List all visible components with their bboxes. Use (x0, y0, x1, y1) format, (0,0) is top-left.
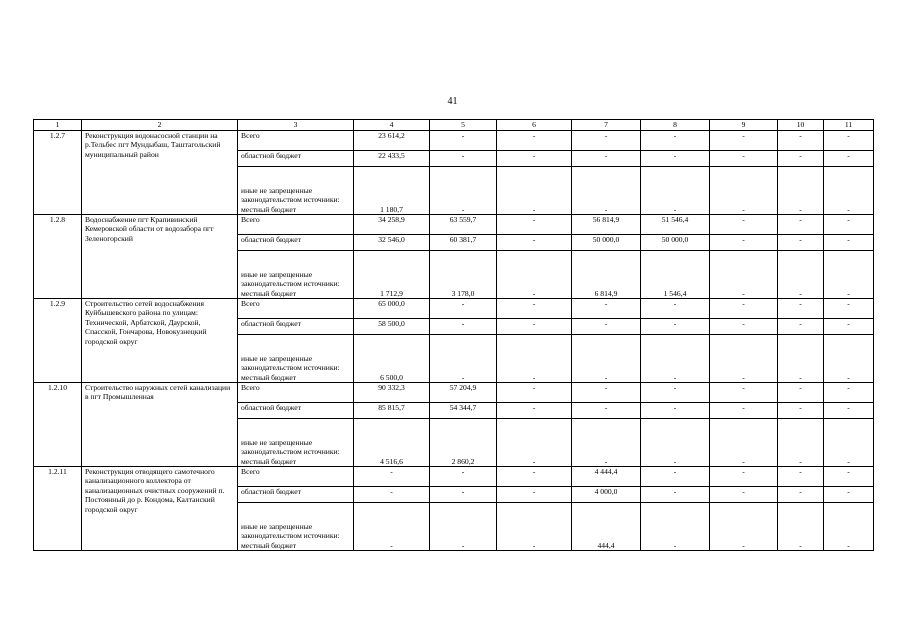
column-header: 3 (238, 120, 354, 131)
value-cell: - (641, 503, 710, 551)
table-row (34, 467, 874, 487)
value-cell: - (430, 151, 497, 167)
funding-source-cell (238, 251, 354, 299)
value-cell: - (641, 335, 710, 383)
value-cell: - (497, 167, 572, 215)
value-cell: - (824, 299, 874, 319)
funding-source-label: Всего (241, 131, 260, 140)
funding-source-label: Всего (241, 299, 260, 308)
value-cell: - (430, 503, 497, 551)
table-row (34, 131, 874, 151)
value-cell: - (824, 503, 874, 551)
value-cell: - (497, 151, 572, 167)
value-cell: - (572, 383, 641, 403)
value-cell: - (778, 131, 824, 151)
funding-source-cell (238, 467, 354, 487)
column-header: 4 (354, 120, 430, 131)
funding-source-cell (238, 383, 354, 403)
value-cell: - (497, 419, 572, 467)
value-cell: - (824, 251, 874, 299)
value-cell: - (497, 319, 572, 335)
value-cell: 22 433,5 (354, 151, 430, 167)
value-cell: - (710, 251, 778, 299)
funding-source-label: местный бюджет (241, 204, 297, 214)
value-cell: - (824, 131, 874, 151)
value-cell: - (710, 335, 778, 383)
value-cell: 6 500,0 (354, 335, 430, 383)
funding-source-label: Всего (241, 467, 260, 476)
value-cell: - (641, 487, 710, 503)
table-body (34, 120, 874, 551)
funding-source-cell (238, 403, 354, 419)
value-cell: 60 381,7 (430, 235, 497, 251)
value-cell: - (572, 335, 641, 383)
value-cell: 57 204,9 (430, 383, 497, 403)
column-header: 9 (710, 120, 778, 131)
funding-source-label: областной бюджет (241, 403, 301, 412)
value-cell: - (572, 167, 641, 215)
value-cell: 90 332,3 (354, 383, 430, 403)
value-cell: - (641, 319, 710, 335)
value-cell: - (710, 167, 778, 215)
value-cell: - (824, 383, 874, 403)
measure-code: 1.2.9 (34, 299, 82, 383)
value-cell: 63 559,7 (430, 215, 497, 235)
value-cell: - (824, 335, 874, 383)
value-cell: 23 614,2 (354, 131, 430, 151)
value-cell: - (824, 467, 874, 487)
value-cell: - (778, 167, 824, 215)
value-cell: - (497, 335, 572, 383)
measure-code: 1.2.8 (34, 215, 82, 299)
value-cell: - (778, 299, 824, 319)
value-cell: - (497, 403, 572, 419)
value-cell: 4 444,4 (572, 467, 641, 487)
value-cell: 50 000,0 (572, 235, 641, 251)
value-cell: 65 000,0 (354, 299, 430, 319)
value-cell: - (824, 487, 874, 503)
funding-source-label: иные не запрещенные законодательством источники: (241, 185, 340, 205)
value-cell: 2 860,2 (430, 419, 497, 467)
value-cell: - (778, 487, 824, 503)
value-cell: - (572, 151, 641, 167)
value-cell: - (354, 503, 430, 551)
column-header: 2 (82, 120, 238, 131)
value-cell: - (824, 151, 874, 167)
funding-source-label: местный бюджет (241, 372, 297, 382)
value-cell: - (354, 487, 430, 503)
value-cell: 444,4 (572, 503, 641, 551)
value-cell: - (497, 487, 572, 503)
value-cell: - (354, 467, 430, 487)
value-cell: - (824, 403, 874, 419)
funding-source-label: областной бюджет (241, 319, 301, 328)
value-cell: - (572, 319, 641, 335)
value-cell: 3 178,0 (430, 251, 497, 299)
table-row (34, 215, 874, 235)
value-cell: - (497, 251, 572, 299)
value-cell: - (497, 467, 572, 487)
value-cell: - (430, 167, 497, 215)
funding-source-cell (238, 335, 354, 383)
value-cell: - (430, 335, 497, 383)
measure-code: 1.2.7 (34, 131, 82, 215)
value-cell: - (710, 419, 778, 467)
measure-name: Строительство сетей водоснабжения Куйбышевского района по улицам: Технической, Арбатской, Даурской, Спасской, Гончарова, Новокузнецкий городской округ (82, 299, 238, 383)
funding-source-cell (238, 131, 354, 151)
value-cell: - (824, 319, 874, 335)
table-row (34, 299, 874, 319)
value-cell: - (430, 467, 497, 487)
value-cell: 4 000,0 (572, 487, 641, 503)
value-cell: 6 814,9 (572, 251, 641, 299)
column-header: 1 (34, 120, 82, 131)
value-cell: - (778, 215, 824, 235)
value-cell: - (710, 319, 778, 335)
value-cell: - (641, 419, 710, 467)
value-cell: - (824, 419, 874, 467)
value-cell: 50 000,0 (641, 235, 710, 251)
funding-source-label: иные не запрещенные законодательством источники: (241, 521, 340, 541)
value-cell: - (641, 467, 710, 487)
value-cell: - (778, 335, 824, 383)
funding-source-label: иные не запрещенные законодательством источники: (241, 269, 340, 289)
value-cell: - (572, 299, 641, 319)
column-header: 7 (572, 120, 641, 131)
funding-source-label: местный бюджет (241, 456, 297, 466)
table-row (34, 383, 874, 403)
value-cell: - (710, 467, 778, 487)
value-cell: 4 516,6 (354, 419, 430, 467)
value-cell: - (641, 383, 710, 403)
measure-name: Строительство наружных сетей канализации в пгт Промышленная (82, 383, 238, 467)
funding-source-label: иные не запрещенные законодательством источники: (241, 353, 340, 373)
value-cell: 51 546,4 (641, 215, 710, 235)
funding-source-cell (238, 503, 354, 551)
value-cell: - (641, 403, 710, 419)
funding-source-cell (238, 215, 354, 235)
value-cell: - (572, 131, 641, 151)
funding-source-label: областной бюджет (241, 487, 301, 496)
value-cell: - (824, 235, 874, 251)
funding-source-label: местный бюджет (241, 540, 297, 550)
value-cell: - (430, 487, 497, 503)
value-cell: 1 546,4 (641, 251, 710, 299)
funding-source-label: областной бюджет (241, 235, 301, 244)
funding-source-label: местный бюджет (241, 288, 297, 298)
funding-source-cell (238, 167, 354, 215)
value-cell: 85 815,7 (354, 403, 430, 419)
value-cell: 54 344,7 (430, 403, 497, 419)
page-number: 41 (447, 96, 458, 107)
funding-source-label: Всего (241, 215, 260, 224)
funding-source-label: Всего (241, 383, 260, 392)
value-cell: - (641, 167, 710, 215)
column-header: 11 (824, 120, 874, 131)
value-cell: - (710, 299, 778, 319)
value-cell: - (497, 383, 572, 403)
value-cell: - (778, 467, 824, 487)
value-cell: - (710, 131, 778, 151)
value-cell: - (710, 215, 778, 235)
funding-source-label: областной бюджет (241, 151, 301, 160)
value-cell: - (710, 503, 778, 551)
value-cell: - (778, 251, 824, 299)
value-cell: - (710, 235, 778, 251)
value-cell: - (497, 131, 572, 151)
funding-source-cell (238, 487, 354, 503)
value-cell: - (778, 419, 824, 467)
funding-source-cell (238, 151, 354, 167)
measure-code: 1.2.10 (34, 383, 82, 467)
measure-name: Реконструкция отводящего самотечного канализационного коллектора от канализационных очистных сооружений п. Постоянный до р. Кондома, Калтанский городской округ (82, 467, 238, 551)
value-cell: - (824, 167, 874, 215)
value-cell: - (778, 503, 824, 551)
value-cell: - (710, 383, 778, 403)
funding-source-cell (238, 319, 354, 335)
value-cell: - (710, 487, 778, 503)
value-cell: 58 500,0 (354, 319, 430, 335)
value-cell: - (497, 299, 572, 319)
column-header: 6 (497, 120, 572, 131)
value-cell: - (824, 215, 874, 235)
value-cell: - (641, 131, 710, 151)
value-cell: - (641, 151, 710, 167)
value-cell: - (497, 503, 572, 551)
value-cell: - (710, 403, 778, 419)
funding-source-cell (238, 299, 354, 319)
value-cell: - (778, 235, 824, 251)
value-cell: - (710, 151, 778, 167)
funding-source-cell (238, 419, 354, 467)
column-header: 10 (778, 120, 824, 131)
value-cell: - (572, 419, 641, 467)
value-cell: - (430, 319, 497, 335)
value-cell: - (778, 383, 824, 403)
value-cell: - (497, 215, 572, 235)
value-cell: - (778, 151, 824, 167)
value-cell: 32 546,0 (354, 235, 430, 251)
column-header: 8 (641, 120, 710, 131)
value-cell: 1 180,7 (354, 167, 430, 215)
funding-source-label: иные не запрещенные законодательством источники: (241, 437, 340, 457)
value-cell: 1 712,9 (354, 251, 430, 299)
header-row (34, 120, 874, 131)
value-cell: - (778, 319, 824, 335)
column-header: 5 (430, 120, 497, 131)
value-cell: 56 814,9 (572, 215, 641, 235)
funding-source-cell (238, 235, 354, 251)
value-cell: - (572, 403, 641, 419)
measure-name: Реконструкция водонасосной станции на р.Тельбес пгт Мундыбаш, Таштагольский муниципальный район (82, 131, 238, 215)
budget-table (33, 119, 874, 551)
value-cell: - (497, 235, 572, 251)
measure-name: Водоснабжение пгт Крапивинский Кемеровской области от водозабора пгт Зеленогорский (82, 215, 238, 299)
measure-code: 1.2.11 (34, 467, 82, 551)
value-cell: 34 258,9 (354, 215, 430, 235)
value-cell: - (430, 299, 497, 319)
value-cell: - (641, 299, 710, 319)
value-cell: - (430, 131, 497, 151)
value-cell: - (778, 403, 824, 419)
